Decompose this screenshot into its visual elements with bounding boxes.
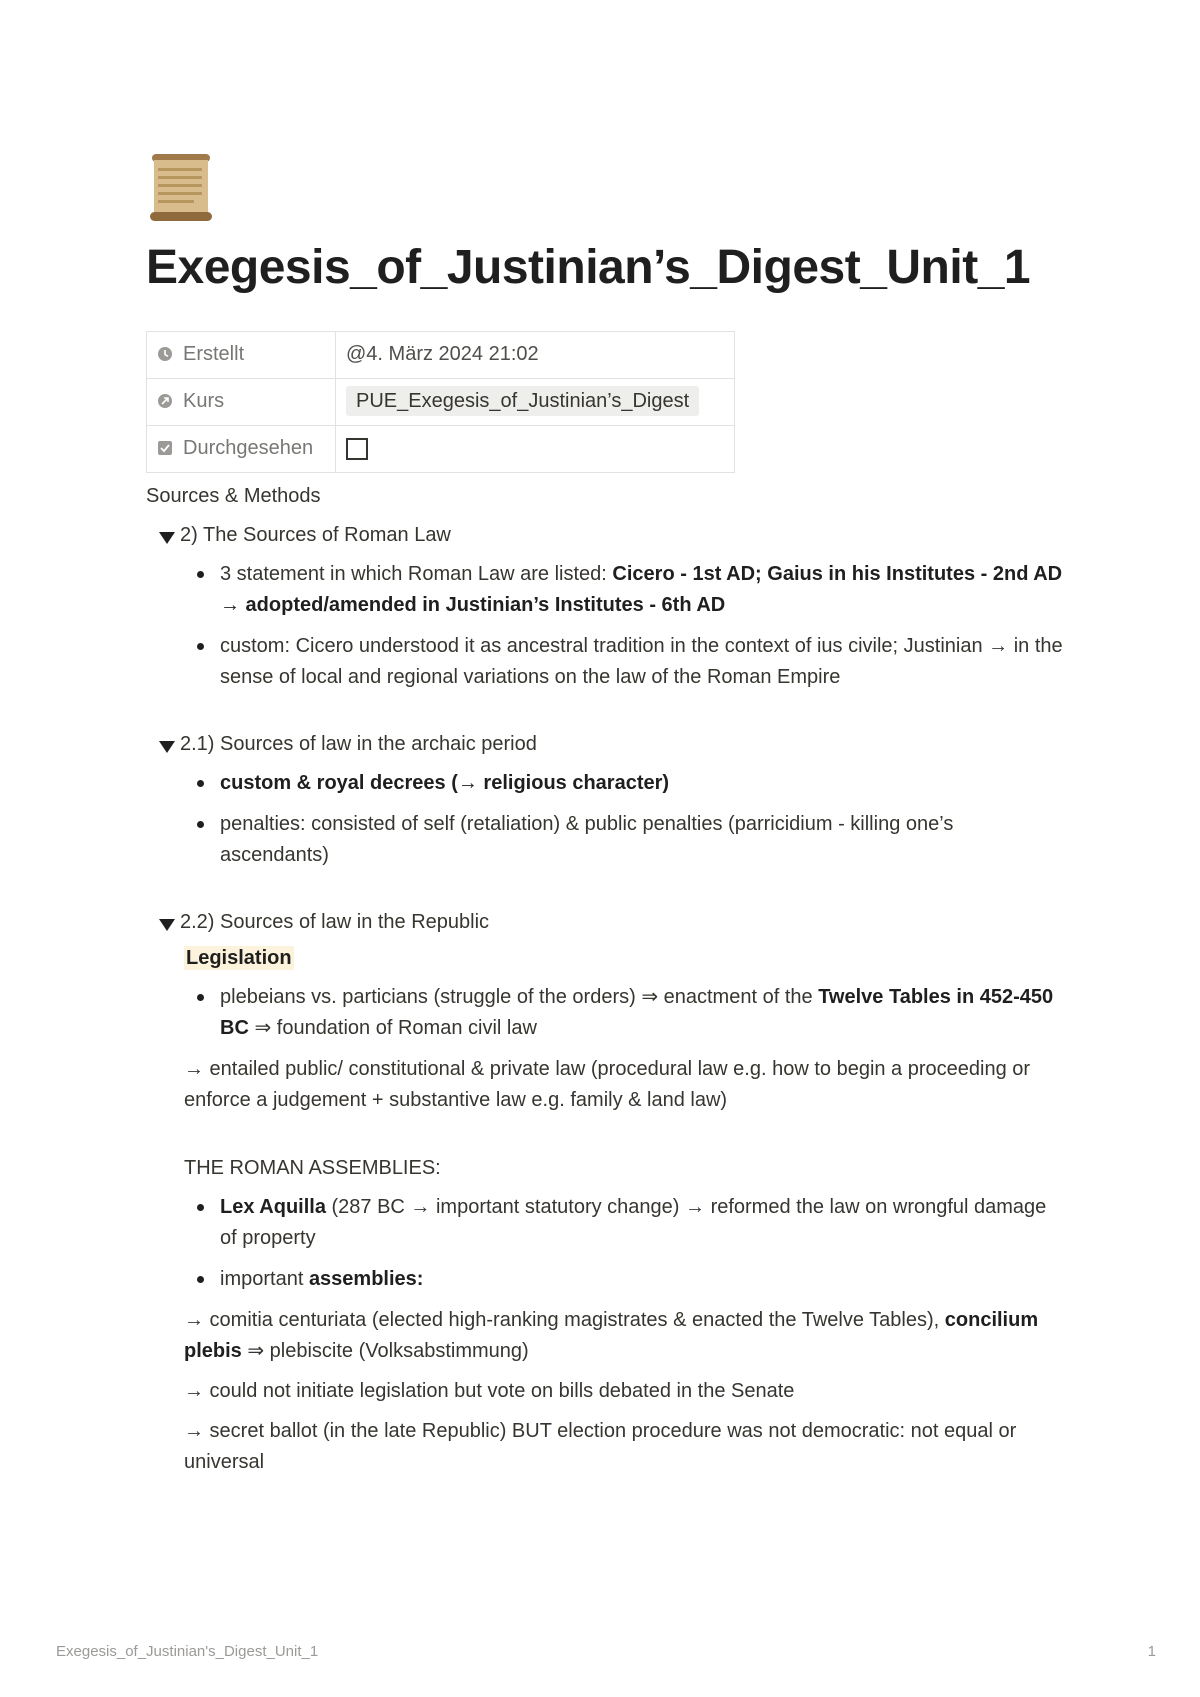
property-row-reviewed (147, 425, 735, 472)
list-item: custom: Cicero understood it as ancestral tradition in the context of ius civile; Justinian → in the sense of local and regional variations on the law of the Roman Empire (184, 631, 1066, 693)
list-item: Lex Aquilla (287 BC → important statutory change) → reformed the law on wrongful damage of property (184, 1192, 1066, 1254)
list-item: plebeians vs. particians (struggle of the orders) ⇒ enactment of the Twelve Tables in 452-450 BC ⇒ foundation of Roman civil law (184, 982, 1066, 1044)
toggle-triangle-icon[interactable] (159, 532, 175, 544)
property-label: Kurs (183, 390, 225, 413)
paragraph: → entailed public/ constitutional & private law (procedural law e.g. how to begin a proceeding or enforce a judgement + substantive law e.g. family & land law) (184, 1057, 1031, 1111)
course-tag[interactable]: PUE_Exegesis_of_Justinian’s_Digest (346, 386, 699, 416)
properties-table (146, 331, 735, 473)
reviewed-checkbox[interactable] (346, 438, 368, 460)
toggle-block (146, 907, 1066, 1478)
paragraph: → comitia centuriata (elected high-ranking magistrates & enacted the Twelve Tables), concilium plebis ⇒ plebiscite (Volksabstimmung) (184, 1308, 1039, 1362)
property-row-course (147, 378, 735, 425)
page-content (146, 150, 1066, 1478)
list-item: custom & royal decrees (→ religious character) (184, 768, 1066, 799)
section-heading: Sources & Methods (146, 484, 321, 507)
list-item: penalties: consisted of self (retaliation) & public penalties (parricidium - killing one’s ascendants) (184, 809, 1066, 871)
toggle-header[interactable]: 2.2) Sources of law in the Republic (146, 907, 1066, 938)
relation-icon (157, 392, 173, 408)
list-item: 3 statement in which Roman Law are listed: Cicero - 1st AD; Gaius in his Institutes - 2nd AD → adopted/amended in Justinian’s Institutes - 6th AD (184, 559, 1066, 621)
created-value: @4. März 2024 21:02 (336, 331, 735, 378)
toggle-triangle-icon[interactable] (159, 741, 175, 753)
toggle-block (146, 520, 1066, 693)
toggle-header[interactable]: 2) The Sources of Roman Law (146, 520, 1066, 551)
footer-document-name: Exegesis_of_Justinian's_Digest_Unit_1 (56, 1643, 319, 1660)
toggle-block (146, 729, 1066, 871)
scroll-icon (146, 150, 216, 224)
clock-icon (157, 345, 173, 361)
paragraph: THE ROMAN ASSEMBLIES: (184, 1156, 441, 1179)
property-row-created (147, 331, 735, 378)
paragraph: → secret ballot (in the late Republic) BUT election procedure was not democratic: not equal or universal (184, 1419, 1017, 1473)
toggle-triangle-icon[interactable] (159, 919, 175, 931)
highlighted-heading: Legislation (186, 946, 292, 969)
property-label: Erstellt (183, 343, 245, 366)
list-item: important assemblies: (184, 1264, 1066, 1295)
checkbox-icon (157, 439, 173, 455)
toggle-header[interactable]: 2.1) Sources of law in the archaic period (146, 729, 1066, 760)
paragraph: → could not initiate legislation but vote on bills debated in the Senate (184, 1379, 795, 1402)
page-title: Exegesis_of_Justinian’s_Digest_Unit_1 (146, 241, 1031, 294)
footer-page-number: 1 (1147, 1643, 1156, 1660)
property-label: Durchgesehen (183, 437, 314, 460)
